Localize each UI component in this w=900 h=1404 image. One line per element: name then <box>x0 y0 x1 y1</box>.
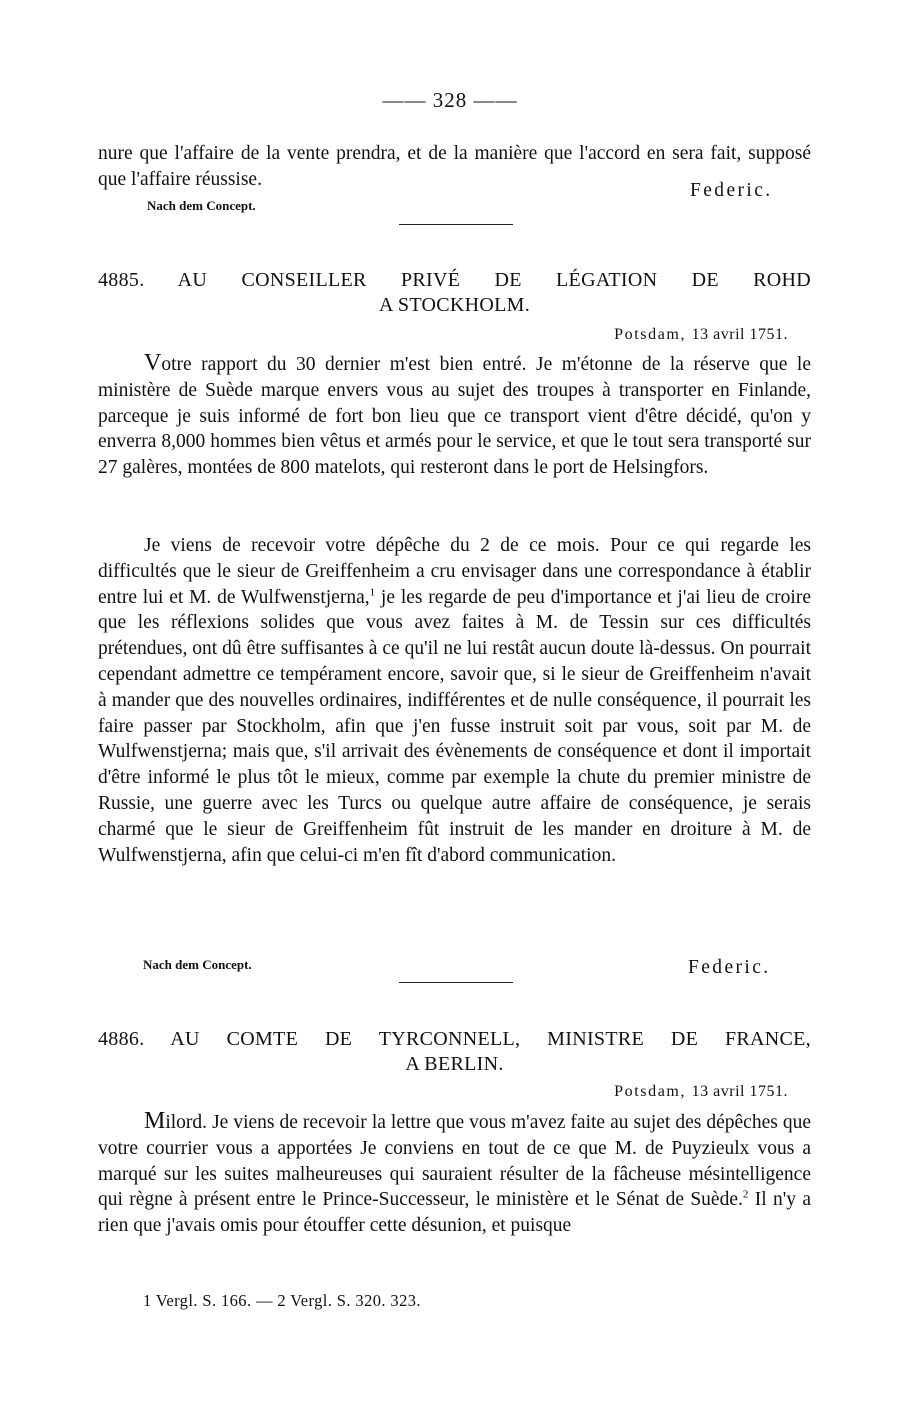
section-divider <box>399 224 513 225</box>
letter-4886-heading <box>98 1027 811 1077</box>
footnote-ref-1: 1 <box>369 586 376 599</box>
letter-4885-dateline <box>614 326 788 344</box>
footnotes: 1 Vergl. S. 166. — 2 Vergl. S. 320. 323. <box>143 1291 421 1310</box>
letter-4885-heading-line2: A STOCKHOLM. <box>378 294 531 316</box>
dropcap: M <box>144 1108 166 1134</box>
letter-4886-paragraph-1 <box>98 1109 811 1239</box>
letter-4886-heading-line2: A BERLIN. <box>405 1053 504 1075</box>
letter-4885-paragraph-2 <box>98 533 811 868</box>
letter-4886-place: Potsdam, <box>614 1083 687 1100</box>
footnote-ref-2: 2 <box>742 1188 749 1201</box>
source-note-4885: Nach dem Concept. <box>143 957 252 972</box>
source-note-prev: Nach dem Concept. <box>147 198 256 213</box>
letter-4886-paragraph-1-b: Il n'y a rien que j'avais omis pour étouffer cette désunion, et puisque <box>98 1189 811 1237</box>
page-number: —— 328 —— <box>382 88 518 112</box>
letter-4885-paragraph-1 <box>98 351 811 481</box>
dropcap: V <box>144 350 162 376</box>
letter-4886-dateline <box>614 1083 788 1101</box>
continued-letter-text: nure que l'affaire de la vente prendra, et de la manière que l'accord en sera fait, supposé que l'affaire réussise. <box>98 143 811 190</box>
letter-4885-heading <box>98 268 811 318</box>
section-divider <box>399 982 513 983</box>
letter-4886-paragraph-1-a: ilord. Je viens de recevoir la lettre que vous m'avez faite au sujet des dépêches que votre courrier vous a apportées Je conviens en tout de ce que M. de Puyzieulx vous a marqué sur les suites malheureuses qui sauraient résulter de la fâcheuse mésintelligence qui règne à présent entre le Prince-Successeur, le ministère et le Sénat de Suède. <box>98 1112 811 1211</box>
letter-4885-paragraph-1-text: otre rapport du 30 dernier m'est bien entré. Je m'étonne de la réserve que le ministère de Suède marque envers vous au sujet des troupes à transporter en Finlande, parceque je suis informé de fort bon lieu que ce transport vient d'être décidé, qu'on y enverra 8,000 hommes bien vêtus et armés pour le service, et que le tout sera transporté sur 27 galères, montées de 800 matelots, qui resteront dans le port de Helsingfors. <box>98 354 811 479</box>
signature-prev: Federic. <box>690 180 773 201</box>
letter-4886-date: 13 avril 1751. <box>691 1083 788 1100</box>
letter-4885-heading-line1: 4885. AU CONSEILLER PRIVÉ DE LÉGATION DE ROHD <box>98 269 811 291</box>
letter-4886-heading-line1: 4886. AU COMTE DE TYRCONNELL, MINISTRE DE FRANCE, <box>98 1028 811 1050</box>
letter-4885-paragraph-2-b: je les regarde de peu d'importance et j'ai lieu de croire que les réflexions solides que vous avez faites à M. de Tessin sur ces difficultés prétendues, ont dû être suffisantes à ce qu'il ne lui restât aucun doute là-dessus. On pourrait cependant admettre ce tempérament encore, savoir que, si le sieur de Greiffenheim n'avait à mander que des nouvelles ordinaires, indifférentes et de nulle conséquence, il pourrait les faire passer par Stockholm, afin que j'en fusse instruit soit par vous, soit par M. de Wulfwenstjerna; mais que, s'il arrivait des évènements de conséquence et dont il importait d'être informé le plus tôt le mieux, comme par exemple la chute du premier ministre de Russie, une guerre avec les Turcs ou quelque autre affaire de conséquence, je serais charmé que le sieur de Greiffenheim fût instruit de les mander en droiture à M. de Wulfwenstjerna, afin que celui-ci m'en fît d'abord communication. <box>98 586 811 866</box>
signature-4885: Federic. <box>688 957 771 978</box>
letter-4885-date: 13 avril 1751. <box>691 326 788 343</box>
letter-4885-place: Potsdam, <box>614 326 687 343</box>
letter-4885-paragraph-2-a: Je viens de recevoir votre dépêche du 2 de ce mois. Pour ce qui regarde les difficultés que le sieur de Greiffenheim a cru envisager dans une correspondance à établir entre lui et M. de Wulfwenstjerna, <box>98 535 811 608</box>
